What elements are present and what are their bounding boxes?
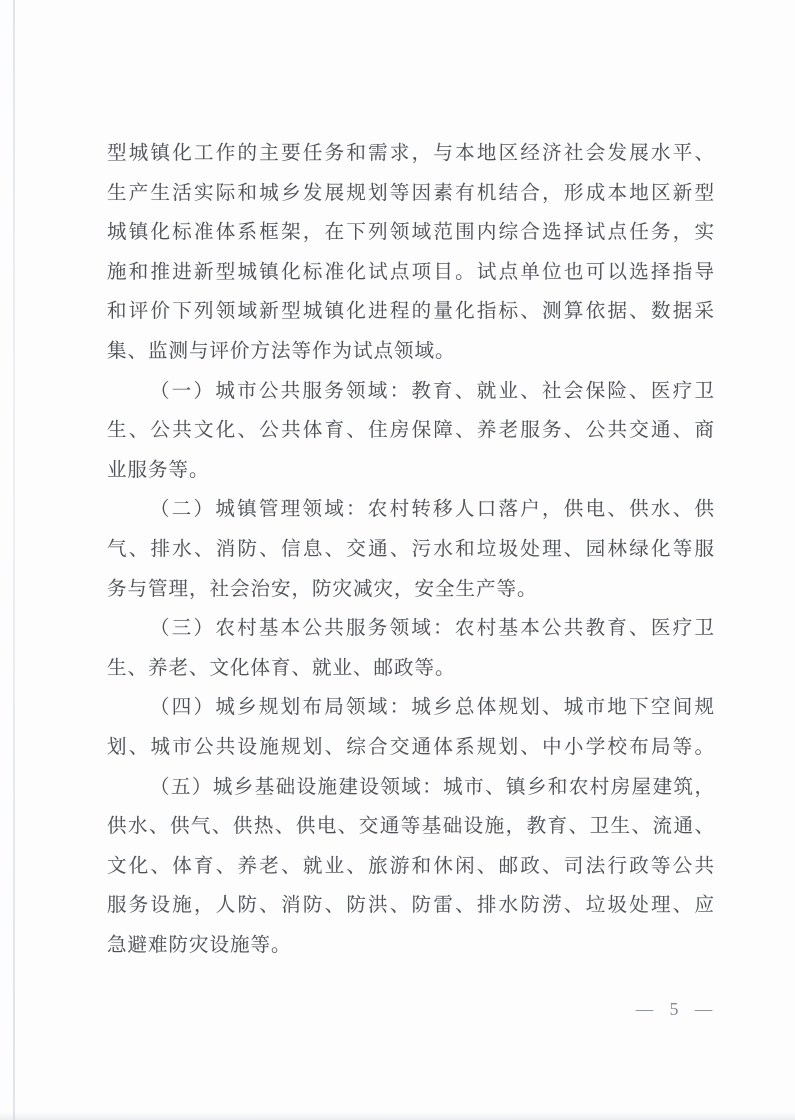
paragraph <box>107 688 715 767</box>
text-line: （二）城镇管理领域：农村转移人口落户，供电、供水、供 <box>150 499 715 521</box>
left-edge-scan-line <box>13 0 15 1120</box>
text-line: 供水、供气、供热、供电、交通等基础设施，教育、卫生、流通、 <box>107 816 715 838</box>
text-line: 施和推进新型城镇化标准化试点项目。试点单位也可以选择指导 <box>107 261 715 283</box>
paragraph <box>107 768 715 966</box>
text-line: （四）城乡规划布局领域：城乡总体规划、城市地下空间规 <box>150 697 715 719</box>
text-line: （三）农村基本公共服务领域：农村基本公共教育、医疗卫 <box>150 618 715 640</box>
paragraph <box>107 490 715 609</box>
paragraph <box>107 609 715 688</box>
text-line: 生、公共文化、公共体育、住房保障、养老服务、公共交通、商 <box>107 420 715 442</box>
bottom-edge-shadow <box>0 1112 795 1120</box>
paragraph <box>107 134 715 372</box>
text-line: 业服务等。 <box>107 459 210 481</box>
paragraph <box>107 372 715 491</box>
text-line: 生、养老、文化体育、就业、邮政等。 <box>107 657 456 679</box>
text-line: 文化、体育、养老、就业、旅游和休闲、邮政、司法行政等公共 <box>107 855 715 877</box>
text-line: 服务设施，人防、消防、防洪、防雷、排水防涝、垃圾处理、应 <box>107 895 715 917</box>
document-body <box>107 134 715 965</box>
text-line: 气、排水、消防、信息、交通、污水和垃圾处理、园林绿化等服 <box>107 538 715 560</box>
text-line: 生产生活实际和城乡发展规划等因素有机结合，形成本地区新型 <box>107 182 715 204</box>
text-line: 型城镇化工作的主要任务和需求，与本地区经济社会发展水平、 <box>107 143 715 164</box>
text-line: 和评价下列领域新型城镇化进程的量化指标、测算依据、数据采 <box>107 301 715 323</box>
text-line: （一）城市公共服务领域：教育、就业、社会保险、医疗卫 <box>150 380 715 402</box>
text-line: 划、城市公共设施规划、综合交通体系规划、中小学校布局等。 <box>107 736 715 758</box>
text-line: 务与管理，社会治安，防灾减灾，安全生产等。 <box>107 578 538 600</box>
text-line: 集、监测与评价方法等作为试点领域。 <box>107 340 456 362</box>
text-line: 急避难防灾设施等。 <box>107 934 292 956</box>
text-line: （五）城乡基础设施建设领域：城市、镇乡和农村房屋建筑， <box>150 776 715 798</box>
page-number: — 5 — <box>635 999 719 1019</box>
text-line: 城镇化标准体系框架，在下列领域范围内综合选择试点任务，实 <box>107 222 715 244</box>
